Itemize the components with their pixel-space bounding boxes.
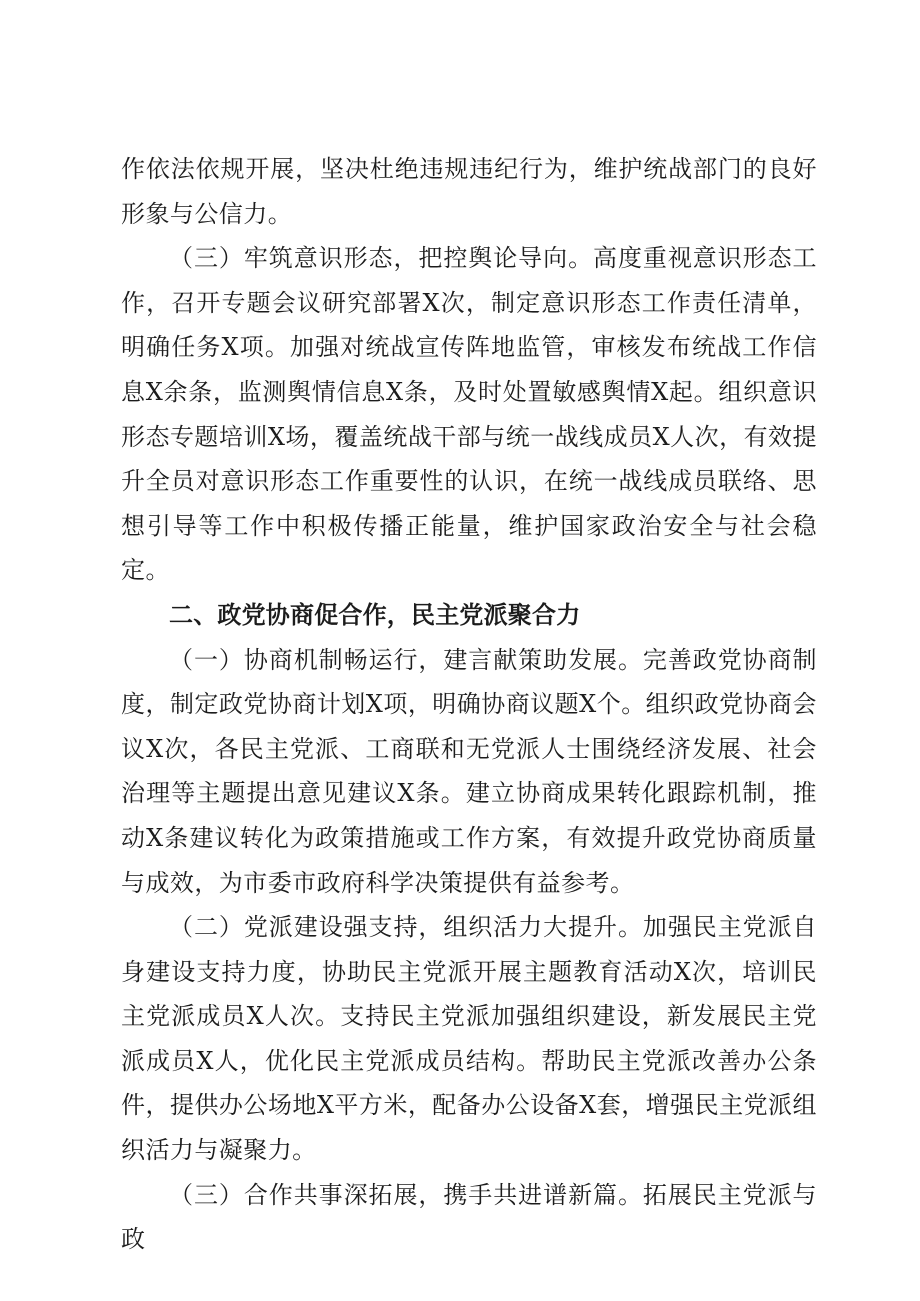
paragraph-cooperation: （三）合作共事深拓展，携手共进谱新篇。拓展民主党派与政 (121, 1180, 817, 1254)
paragraph-ideology: （三）牢筑意识形态，把控舆论导向。高度重视意识形态工作，召开专题会议研究部署X次，制定意识形态工作责任清单，明确任务X项。加强对统战宣传阵地监管，审核发布统战工作信息X余条，监测舆情信息X条，及时处置敏感舆情X起。组织意识形态专题培训X场，覆盖统战干部与统一战线成员X人次，有效提升全员对意识形态工作重要性的认识，在统一战线成员联络、思想引导等工作中积极传播正能量，维护国家政治安全与社会稳定。 (121, 244, 817, 585)
paragraph-party-building: （二）党派建设强支持，组织活力大提升。加强民主党派自身建设支持力度，协助民主党派开展主题教育活动X次，培训民主党派成员X人次。支持民主党派加强组织建设，新发展民主党派成员X人，优化民主党派成员结构。帮助民主党派改善办公条件，提供办公场地X平方米，配备办公设备X套，增强民主党派组织活力与凝聚力。 (121, 913, 817, 1165)
paragraph-continuation: 作依法依规开展，坚决杜绝违规违纪行为，维护统战部门的良好形象与公信力。 (121, 155, 817, 228)
document-body (121, 147, 817, 1262)
section-heading-party-consultation: 二、政党协商促合作，民主党派聚合力 (169, 600, 581, 629)
paragraph-consultation-mechanism: （一）协商机制畅运行，建言献策助发展。完善政党协商制度，制定政党协商计划X项，明确协商议题X个。组织政党协商会议X次，各民主党派、工商联和无党派人士围绕经济发展、社会治理等主题提出意见建议X条。建立协商成果转化跟踪机制，推动X条建议转化为政策措施或工作方案，有效提升政党协商质量与成效，为市委市政府科学决策提供有益参考。 (121, 645, 817, 897)
